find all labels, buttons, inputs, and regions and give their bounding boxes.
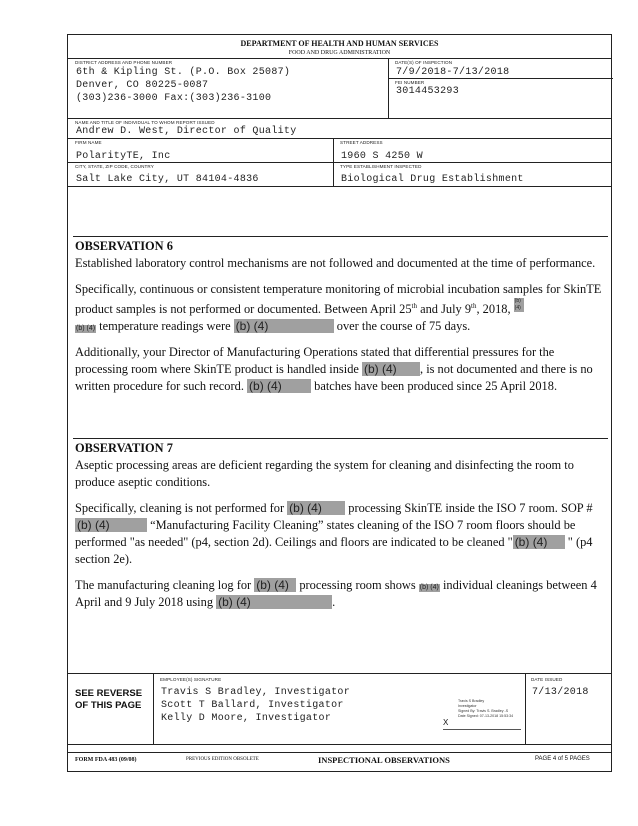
divider: [73, 438, 608, 439]
form-483-frame: DEPARTMENT OF HEALTH AND HUMAN SERVICES FOOD AND DRUG ADMINISTRATION DISTRICT ADDRESS AND PHONE NUMBER 6th & Kipling St. (P.O. Box 25087) Denver, CO 80225-0087 (303)236-3000 Fax:(303)236-3100 DATE(S) OF INSPECTION 7/9/2018-7/13/2018 FEI NUMBER 3014453293 NAME AND TITLE OF INDIVIDUAL TO WHOM REPORT ISSUED Andrew D. West, Director of Quality FIRM NAME PolarityTE, Inc STREET ADDRESS 1960 S 4250 W CITY, STATE, ZIP CODE, COUNTRY Salt Lake City, UT 84104-4836 TYPE ESTABLISHMENT INSPECTED Biological Drug Establishment OBSERVATION 6 Established laboratory control mechanisms are not followed and documented at the time of performance. Specifically, continuous or consistent temperature monitoring of microbial incubation samples for SkinTE product samples is not performed or documented. Between April 25th and July 9th, 2018, (b) (4) (b) (4) temperature readings were (b) (4) over the course of 75 days. Additionally, your Director of Manufacturing Operations stated that differential pressures for the processing room where SkinTE product is handled inside (b) (4) , is not documented and there is no written procedure for such record. (b) (4) batches have been produced since 25 April 2018. OBSERVATION 7 Aseptic processing areas are deficient regarding the system for cleaning and disinfecting the room to produce aseptic conditions. Specifically, cleaning is not performed for (b) (4) processing SkinTE inside the ISO 7 room. SOP #(b) (4) “Manufacturing Facility Cleaning” states cleaning of the ISO 7 room floors should be performed "as needed" (p4, section 2d). Ceilings and floors are indicated to be cleaned " (b) (4) " (p4 section 2e). The manufacturing cleaning log for (b) (4) processing room shows (b) (4) individual cleanings between 4 April and 9 July 2018 using (b) (4) . SEE REVERSE OF THIS PAGE EMPLOYEE(S) SIGNATURE Travis S Bradley, Investigator Scott T Ballard, Investigator Kelly D Moore, Investigator X Travis S Bradley Investigator Signed By: Travis S. Bradley -S Date Signed: 07-13-2018 15:53:34 DATE ISSUED 7/13/2018 FORM FDA 483 (09/08) PREVIOUS EDITION OBSOLETE INSPECTIONAL OBSERVATIONS PAGE 4 of 5 PAGES: [67, 34, 612, 772]
observation-6-summary: Established laboratory control mechanisms are not followed and documented at the time of performance.: [75, 256, 596, 270]
redaction-box: (b) (4): [216, 595, 332, 609]
street-value: 1960 S 4250 W: [341, 151, 423, 162]
page-number: PAGE 4 of 5 PAGES: [535, 756, 590, 762]
report-to-value: Andrew D. West, Director of Quality: [76, 126, 297, 137]
fei-label: FEI NUMBER: [395, 80, 425, 85]
employee-name: Travis S Bradley, Investigator: [161, 687, 351, 698]
department-heading: DEPARTMENT OF HEALTH AND HUMAN SERVICES: [240, 39, 439, 48]
establishment-type-label: TYPE ESTABLISHMENT INSPECTED: [340, 164, 422, 169]
redaction-box: (b) (4): [247, 379, 311, 393]
fei-value: 3014453293: [396, 86, 460, 97]
observation-7-paragraph-2: Specifically, cleaning is not performed for (b) (4) processing SkinTE inside the ISO 7 room. SOP #(b) (4) “Manufacturing Facility Cleaning” states cleaning of the ISO 7 room floors should be performed "as needed" (p4, section 2d). Ceilings and floors are indicated to be cleaned " (b) (4) " (p4 section 2e).: [75, 501, 593, 566]
redaction-box: (b) (4): [234, 319, 334, 333]
see-reverse-note: SEE REVERSE OF THIS PAGE: [75, 688, 143, 711]
firm-label: FIRM NAME: [75, 140, 102, 145]
inspection-dates-label: DATE(S) OF INSPECTION: [395, 60, 453, 65]
observation-7-paragraph-3: The manufacturing cleaning log for (b) (4) processing room shows (b) (4) individual cleanings between 4 April and 9 July 2018 using (b) (4) .: [75, 578, 597, 609]
date-issued-label: DATE ISSUED: [531, 677, 563, 682]
previous-edition-note: PREVIOUS EDITION OBSOLETE: [186, 757, 259, 762]
city-value: Salt Lake City, UT 84104-4836: [76, 174, 259, 185]
employee-name: Scott T Ballard, Investigator: [161, 700, 344, 711]
observation-7-title: OBSERVATION 7: [75, 441, 173, 455]
observation-6: [75, 238, 607, 395]
district-phone: (303)236-3000 Fax:(303)236-3100: [76, 93, 272, 104]
divider: [68, 744, 611, 745]
observation-6-paragraph-2: Specifically, continuous or consistent temperature monitoring of microbial incubation samples for SkinTE product samples is not performed or documented. Between April 25th and July 9th, 2018, (b) (4) (b) (4) temperature readings were (b) (4) over the course of 75 days.: [75, 282, 602, 334]
redaction-box: (b) (4): [419, 584, 439, 591]
divider: [73, 236, 608, 237]
district-label: DISTRICT ADDRESS AND PHONE NUMBER: [75, 60, 173, 65]
city-label: CITY, STATE, ZIP CODE, COUNTRY: [75, 164, 154, 169]
divider: [68, 162, 611, 163]
report-to-label: NAME AND TITLE OF INDIVIDUAL TO WHOM REPORT ISSUED: [75, 120, 215, 125]
street-label: STREET ADDRESS: [340, 140, 383, 145]
divider: [68, 186, 611, 187]
observation-7-summary: Aseptic processing areas are deficient regarding the system for cleaning and disinfecting the room to produce aseptic conditions.: [75, 458, 574, 489]
redaction-box: (b) (4): [514, 298, 524, 312]
date-issued-value: 7/13/2018: [532, 687, 589, 698]
divider: [68, 58, 611, 59]
signature-line: [443, 729, 521, 730]
observation-6-paragraph-3: Additionally, your Director of Manufacturing Operations stated that differential pressures for the processing room where SkinTE product is handled inside (b) (4) , is not documented and there is no written procedure for such record. (b) (4) batches have been produced since 25 April 2018.: [75, 345, 593, 394]
divider: [68, 118, 611, 119]
inspection-dates-value: 7/9/2018-7/13/2018: [396, 67, 510, 78]
agency-heading: FOOD AND DRUG ADMINISTRATION: [288, 50, 391, 56]
district-line2: Denver, CO 80225-0087: [76, 80, 209, 91]
redaction-box: (b) (4): [75, 518, 147, 532]
signature-x-mark: X: [443, 718, 449, 727]
redaction-box: (b) (4): [254, 578, 296, 592]
divider: [68, 752, 611, 753]
establishment-type-value: Biological Drug Establishment: [341, 174, 524, 185]
form-title: INSPECTIONAL OBSERVATIONS: [318, 755, 450, 765]
redaction-box: (b) (4): [287, 501, 345, 515]
district-line1: 6th & Kipling St. (P.O. Box 25087): [76, 67, 291, 78]
divider: [68, 138, 611, 139]
observation-6-title: OBSERVATION 6: [75, 239, 173, 253]
divider: [68, 673, 611, 674]
redaction-box: (b) (4): [76, 325, 96, 333]
firm-value: PolarityTE, Inc: [76, 151, 171, 162]
redaction-box: (b) (4): [513, 535, 565, 549]
divider: [525, 673, 526, 744]
divider: [153, 673, 154, 744]
redaction-box: (b) (4): [362, 362, 420, 376]
employee-signature-label: EMPLOYEE(S) SIGNATURE: [160, 677, 222, 682]
divider: [388, 58, 389, 118]
observation-7: [75, 440, 607, 611]
form-number: FORM FDA 483 (09/08): [75, 757, 137, 763]
divider: [388, 78, 613, 79]
employee-name: Kelly D Moore, Investigator: [161, 713, 332, 724]
